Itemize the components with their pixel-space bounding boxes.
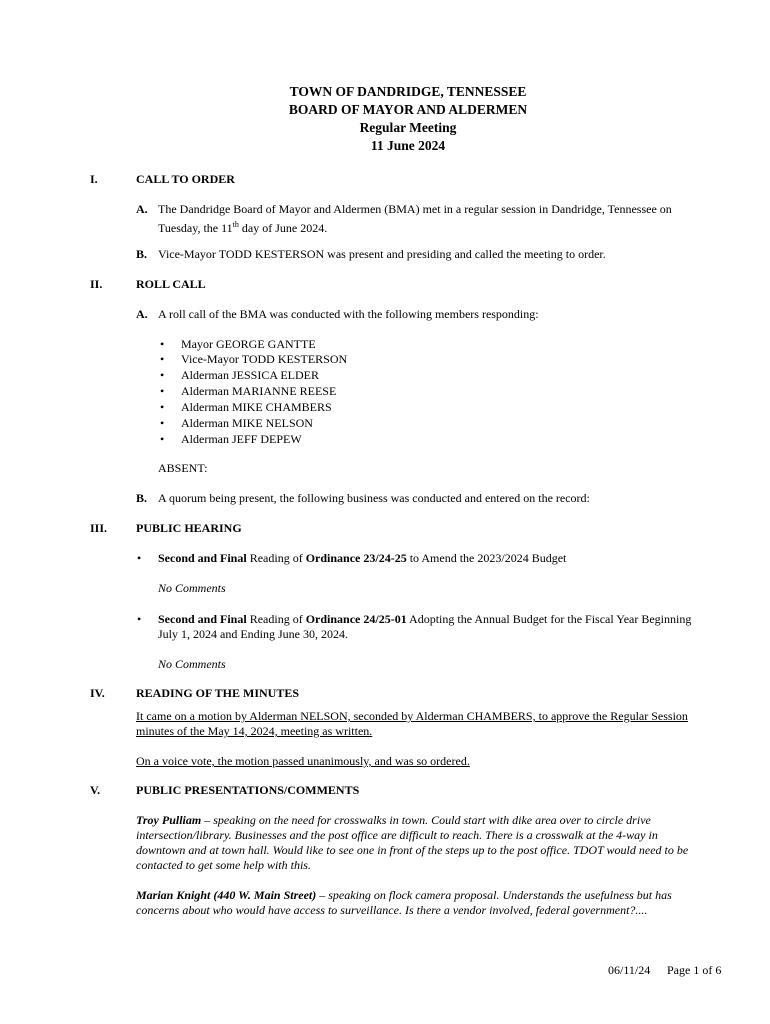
text-fragment: to Amend the 2023/2024 Budget <box>406 551 567 565</box>
section-title: PUBLIC PRESENTATIONS/COMMENTS <box>136 783 360 797</box>
section-number: III. <box>90 521 108 535</box>
hearing-item-continued: July 1, 2024 and Ending June 30, 2024. <box>158 627 348 641</box>
item-label: B. <box>136 247 148 261</box>
section-number: V. <box>90 783 101 797</box>
text-fragment: – speaking on flock camera proposal. Understands the usefulness but has <box>316 888 672 902</box>
ordinance-number: Ordinance 23/24-25 <box>305 551 407 565</box>
text-fragment: Reading of <box>246 612 306 626</box>
item-label: B. <box>136 491 148 505</box>
public-comment <box>136 813 651 828</box>
hearing-comment: No Comments <box>158 581 226 595</box>
public-comment-line: intersection/library. Businesses and the post office are difficult to reach. There is a crosswalk at the 4-way in <box>136 828 658 842</box>
footer-page-number: Page 1 of 6 <box>667 963 722 977</box>
public-comment-line: concerns about who would have access to surveillance. Is there a vendor involved, federal government?.... <box>136 903 648 917</box>
list-item-member: • Alderman MIKE NELSON <box>181 416 313 431</box>
absent-label: ABSENT: <box>158 461 208 475</box>
doc-title-board: BOARD OF MAYOR AND ALDERMEN <box>288 102 528 117</box>
list-item-member: • Mayor GEORGE GANTTE <box>181 337 316 352</box>
text-fragment: Tuesday, the 11 <box>158 221 233 235</box>
section-title: ROLL CALL <box>136 277 206 291</box>
item-text-continued <box>158 217 327 236</box>
hearing-item <box>158 612 691 627</box>
motion-text: It came on a motion by Alderman NELSON, seconded by Alderman CHAMBERS, to approve the Regular Session <box>136 709 688 723</box>
text-fragment: Second and Final <box>158 551 247 565</box>
item-text: The Dandridge Board of Mayor and Aldermen (BMA) met in a regular session in Dandridge, Tennessee on <box>158 202 672 216</box>
doc-title-date: 11 June 2024 <box>370 138 446 153</box>
public-comment-line: contacted to get some help with this. <box>136 858 311 872</box>
text-fragment: Reading of <box>246 551 306 565</box>
text-fragment: – speaking on the need for crosswalks in town. Could start with dike area over to circle drive <box>201 813 651 827</box>
item-label: A. <box>136 202 148 216</box>
motion-text-continued: minutes of the May 14, 2024, meeting as written. <box>136 724 373 738</box>
ordinal-suffix: th <box>232 220 239 229</box>
vote-result: On a voice vote, the motion passed unanimously, and was so ordered. <box>136 754 470 768</box>
list-item-member: • Alderman JEFF DEPEW <box>181 432 302 447</box>
item-text: A quorum being present, the following business was conducted and entered on the record: <box>158 491 590 505</box>
text-fragment: day of June 2024. <box>238 221 328 235</box>
section-title: CALL TO ORDER <box>136 172 235 186</box>
doc-title-town: TOWN OF DANDRIDGE, TENNESSEE <box>289 84 527 99</box>
text-fragment: Adopting the Annual Budget for the Fiscal Year Beginning <box>406 612 692 626</box>
list-item-member: • Alderman MIKE CHAMBERS <box>181 400 332 415</box>
speaker-name: Marian Knight (440 W. Main Street) <box>136 888 317 902</box>
footer-date: 06/11/24 <box>608 963 651 977</box>
list-item-member: • Alderman JESSICA ELDER <box>181 368 319 383</box>
section-number: I. <box>90 172 98 186</box>
item-text: A roll call of the BMA was conducted with the following members responding: <box>158 307 539 321</box>
list-item-member: • Alderman MARIANNE REESE <box>181 384 336 399</box>
hearing-item <box>158 551 566 566</box>
text-fragment: Second and Final <box>158 612 247 626</box>
section-title: READING OF THE MINUTES <box>136 686 300 700</box>
hearing-comment: No Comments <box>158 657 226 671</box>
section-title: PUBLIC HEARING <box>136 521 242 535</box>
doc-title-meeting-type: Regular Meeting <box>359 120 457 135</box>
public-comment <box>136 888 672 903</box>
section-number: II. <box>90 277 103 291</box>
section-number: IV. <box>90 686 105 700</box>
ordinance-number: Ordinance 24/25-01 <box>305 612 407 626</box>
public-comment-line: downtown and at town hall. Would like to see one in front of the steps up to the post office. TDOT would need to be <box>136 843 689 857</box>
item-label: A. <box>136 307 148 321</box>
item-text: Vice-Mayor TODD KESTERSON was present and presiding and called the meeting to order. <box>158 247 606 261</box>
speaker-name: Troy Pulliam <box>136 813 202 827</box>
list-item-member: • Vice-Mayor TODD KESTERSON <box>181 352 347 367</box>
